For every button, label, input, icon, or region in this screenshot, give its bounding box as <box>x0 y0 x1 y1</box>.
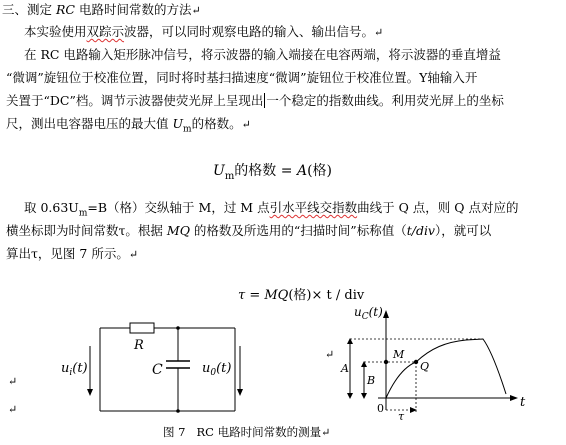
eq2-mq: MQ <box>264 288 289 303</box>
para3-l2c: ），就可以 <box>435 223 492 238</box>
arrow-head <box>87 389 93 396</box>
resistor-label: R <box>134 338 144 353</box>
paragraph-2-line-4 <box>6 116 251 138</box>
para3-sub: m <box>78 208 88 219</box>
para2-l3b: 一个稳定的指数曲线。利用荧光屏上的坐标 <box>266 93 504 108</box>
junction-dot <box>176 409 180 413</box>
arrow-head <box>347 338 353 344</box>
eq1-u: U <box>213 163 225 179</box>
resistor-symbol <box>130 323 154 333</box>
paragraph-mark: ↵ <box>321 426 331 439</box>
paragraph-mark: ↵ <box>241 118 251 131</box>
para2-l4a: 尺，测出电容器电压的最大值 <box>6 116 173 131</box>
para2-um: U <box>172 116 184 131</box>
para3-l3: 算出τ，见图 7 所示。 <box>6 246 129 261</box>
paragraph-mark: ↵ <box>191 4 201 17</box>
eq2-mid: (格) <box>288 288 312 303</box>
para2-l3a: 关置于“DC”档。调节示波器使荧光屏上呈现出 <box>6 93 264 108</box>
ylabel-u: u <box>354 306 362 319</box>
in-arg: (t) <box>72 361 88 376</box>
x-axis-label: t <box>520 395 526 410</box>
paragraph-mark: ↵ <box>8 375 18 388</box>
paragraph-3-line-2 <box>6 223 491 239</box>
para1-text-a: 本实验使用 <box>24 24 87 39</box>
para2-um-sub: m <box>183 124 192 135</box>
charging-curve-graph <box>336 306 536 424</box>
m-label: M <box>393 348 405 361</box>
a-label: A <box>341 362 349 375</box>
y-axis-arrow <box>383 310 389 318</box>
equation-um <box>213 160 332 182</box>
arrow-head <box>361 393 367 399</box>
arrow-head <box>347 393 353 399</box>
ylabel-sub: C <box>361 312 369 322</box>
para3-l1c: 引水平线交指数 <box>269 200 358 215</box>
eq1-mid: 的格数 = <box>234 163 297 179</box>
eq1-tail: (格) <box>307 163 332 179</box>
out-arg: (t) <box>216 361 232 376</box>
arrow-head <box>237 389 243 396</box>
tau-label: τ <box>398 410 405 423</box>
figure-title: RC 电路时间常数的测量 <box>196 425 322 439</box>
input-voltage-label <box>61 361 88 378</box>
in-sub: i <box>69 368 73 378</box>
heading-rc: RC <box>55 2 75 17</box>
out-sub: 0 <box>210 368 217 378</box>
out-u: u <box>202 361 211 376</box>
figure-caption <box>163 424 330 440</box>
para3-l1b: =B（格）交纵轴于 M，过 M 点 <box>87 200 270 215</box>
rc-circuit-diagram <box>50 316 260 426</box>
paragraph-mark: ↵ <box>8 403 18 416</box>
paragraph-mark: ↵ <box>325 348 335 361</box>
ylabel-arg: (t) <box>368 306 383 319</box>
para1-text-c: 波器，可以同时观察电路的输入、输出信号。 <box>124 24 375 39</box>
in-u: u <box>61 361 70 376</box>
eq1-a: A <box>296 163 308 179</box>
x-axis-arrow <box>510 395 518 401</box>
para3-l1d: 曲线于 Q 点，则 Q 点对应的 <box>357 200 519 215</box>
paragraph-3-line-3 <box>6 246 138 263</box>
q-label: Q <box>420 360 430 373</box>
para3-mq: MQ <box>166 223 190 238</box>
para3-tdiv: t/div <box>406 223 435 238</box>
paragraph-mark: ↵ <box>128 248 139 261</box>
point-q <box>414 360 418 364</box>
capacitor-label: C <box>152 362 163 378</box>
para2-l4b: 的格数。 <box>191 116 242 131</box>
paragraph-2-line-3 <box>6 93 504 109</box>
paragraph-3-line-1 <box>24 200 518 222</box>
paragraph-1 <box>24 24 383 41</box>
paragraph-2-line-2: “微调”旋钮位于校准位置，同时将时基扫描速度“微调”旋钮位于校准位置。Y轴输入开 <box>6 70 478 85</box>
heading-prefix: 三、测定 <box>2 2 56 17</box>
section-heading <box>2 2 201 19</box>
eq2-lhs: τ = <box>238 288 265 303</box>
junction-dot <box>176 326 180 330</box>
para3-l2a: 横坐标即为时间常数τ。根据 <box>6 223 167 238</box>
figure-number: 图 7 <box>163 425 186 439</box>
arrow-head <box>361 361 367 367</box>
para3-l2b: 的格数及所选用的“扫描时间”标称值（ <box>189 223 407 238</box>
equation-tau <box>238 284 364 303</box>
eq1-sub: m <box>224 170 235 182</box>
output-voltage-label <box>202 361 231 378</box>
heading-suffix: 电路时间常数的方法 <box>74 2 192 17</box>
b-label: B <box>367 374 376 387</box>
paragraph-mark: ↵ <box>374 26 384 39</box>
eq2-rest: × t / div <box>311 288 365 303</box>
para3-l1a: 取 0.63U <box>24 200 79 215</box>
para1-text-b: 双踪示 <box>86 24 125 39</box>
point-m <box>384 360 388 364</box>
origin-label: 0 <box>377 402 384 415</box>
y-axis-label <box>354 306 383 322</box>
paragraph-2-line-1: 在 RC 电路输入矩形脉冲信号，将示波器的输入端接在电容两端，将示波器的垂直增益 <box>24 47 501 62</box>
